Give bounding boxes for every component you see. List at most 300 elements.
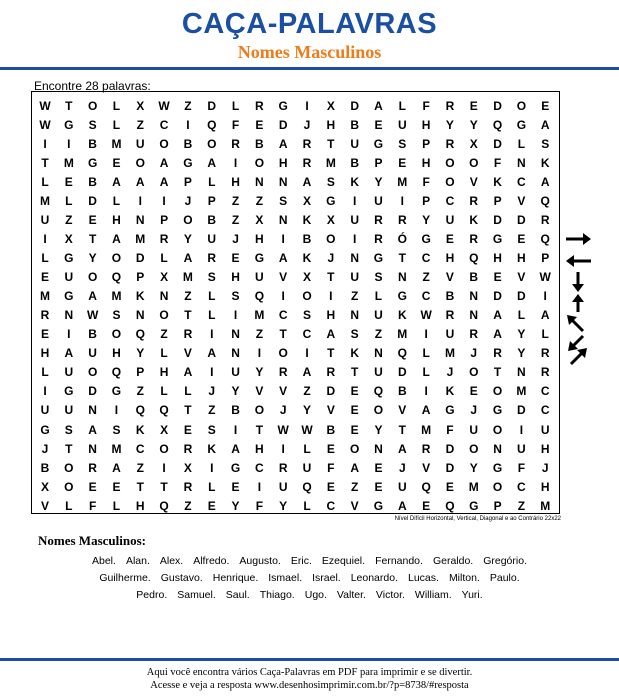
grid-letter: A — [112, 460, 121, 475]
word-item: Israel. — [312, 572, 341, 584]
grid-letter: Q — [445, 498, 455, 513]
grid-letter: W — [301, 422, 313, 437]
grid-letter: A — [207, 156, 217, 171]
grid-letter: I — [305, 346, 309, 361]
grid-letter: Q — [373, 384, 384, 399]
grid-letter: Z — [422, 270, 430, 285]
grid-letter: Y — [374, 175, 383, 190]
grid-letter: O — [64, 460, 74, 475]
grid-letter: R — [278, 460, 288, 475]
grid-letter: O — [159, 441, 169, 456]
grid-letter: Q — [135, 327, 145, 342]
grid-letter: M — [111, 289, 122, 304]
grid-letter: G — [64, 251, 74, 266]
grid-letter: F — [422, 99, 430, 113]
grid-letter: P — [493, 498, 502, 513]
grid-letter: L — [112, 194, 121, 209]
word-item: Thiago. — [259, 589, 295, 601]
grid-letter: R — [302, 137, 312, 152]
grid-letter: J — [41, 441, 49, 456]
grid-letter: R — [278, 365, 288, 380]
grid-letter: Q — [540, 194, 550, 209]
grid-letter: I — [138, 194, 142, 209]
grid-letter: Z — [255, 327, 264, 342]
grid-letter: B — [350, 118, 359, 133]
grid-letter: D — [135, 251, 145, 266]
grid-letter: C — [445, 194, 455, 209]
grid-letter: Q — [397, 346, 407, 361]
grid-letter: O — [302, 289, 312, 304]
grid-letter: Y — [517, 346, 526, 361]
grid-letter: L — [160, 346, 168, 361]
grid-letter: H — [326, 118, 336, 133]
grid-letter: R — [445, 137, 455, 152]
grid-letter: N — [374, 346, 383, 361]
grid-letter: I — [162, 194, 166, 209]
word-item: Alex. — [159, 555, 184, 567]
grid-letter: G — [230, 460, 241, 475]
arrow-right-icon — [566, 233, 591, 245]
arrow-down-icon — [572, 272, 584, 292]
footer-line-2: Acesse e veja a resposta www.desenhosimprimir.com.br/?p=8738/#resposta — [150, 680, 469, 691]
grid-letter: M — [397, 175, 408, 190]
grid-letter: G — [492, 403, 503, 418]
grid-letter: E — [88, 213, 97, 228]
word-item: Leonardo. — [350, 572, 398, 584]
grid-letter: V — [326, 403, 335, 418]
grid-letter: A — [302, 175, 312, 190]
grid-letter: T — [327, 346, 335, 361]
grid-letter: L — [422, 346, 430, 361]
grid-letter: E — [422, 498, 431, 513]
grid-letter: V — [398, 403, 407, 418]
grid-letter: Z — [255, 194, 264, 209]
grid-letter: R — [374, 213, 383, 228]
grid-letter: M — [325, 156, 336, 171]
grid-letter: Y — [279, 498, 288, 513]
grid-letter: B — [88, 137, 97, 152]
word-list — [30, 553, 589, 604]
grid-letter: S — [279, 194, 288, 209]
grid-letter: O — [373, 403, 384, 418]
grid-letter: R — [469, 194, 479, 209]
grid-letter: J — [541, 460, 549, 475]
arrow-up-right-icon — [571, 348, 587, 364]
grid-letter: Q — [492, 118, 503, 133]
grid-letter: S — [207, 422, 216, 437]
grid-row — [32, 362, 559, 383]
grid-letter: M — [397, 327, 408, 342]
grid-letter: F — [231, 118, 240, 133]
grid-letter: Y — [469, 460, 478, 475]
grid-letter: G — [421, 232, 431, 247]
difficulty-note: Nível Difícil Horizontal, Vertical, Diagonal e ao Contrário 22x22 — [394, 516, 561, 522]
grid-letter: S — [326, 175, 335, 190]
grid-letter: A — [540, 175, 550, 190]
grid-letter: L — [65, 194, 73, 209]
word-item: Fernando. — [375, 555, 423, 567]
instructions: Encontre 28 palavras: — [34, 79, 151, 93]
grid-letter: D — [517, 403, 526, 418]
grid-letter: F — [327, 460, 335, 475]
arrow-down-left-icon — [568, 336, 583, 351]
word-list-line — [30, 587, 589, 604]
grid-letter: V — [183, 346, 192, 361]
grid-letter: L — [303, 498, 311, 513]
grid-letter: I — [519, 422, 524, 437]
grid-letter: I — [281, 441, 285, 456]
grid-letter: S — [112, 422, 121, 437]
grid-letter: Y — [517, 327, 526, 342]
grid-letter: K — [493, 175, 502, 190]
grid-letter: U — [278, 479, 288, 494]
grid-letter: T — [279, 327, 287, 342]
direction-arrows — [563, 230, 593, 370]
grid-letter: S — [231, 289, 240, 304]
grid-letter: I — [67, 327, 71, 342]
grid-letter: T — [160, 479, 168, 494]
grid-letter: T — [493, 365, 502, 380]
grid-letter: A — [88, 289, 97, 304]
word-list-line — [30, 570, 589, 587]
grid-row — [32, 229, 559, 250]
grid-letter: Q — [207, 118, 217, 133]
grid-letter: L — [541, 327, 549, 342]
grid-letter: U — [64, 270, 74, 285]
grid-letter: L — [231, 99, 240, 113]
grid-letter: E — [350, 403, 359, 418]
grid-letter: I — [43, 384, 47, 399]
grid-letter: R — [397, 213, 407, 228]
grid-row — [32, 343, 559, 364]
arrow-left-icon — [566, 255, 591, 267]
grid-letter: X — [136, 99, 145, 113]
grid-letter: Y — [136, 346, 145, 361]
grid-letter: C — [421, 289, 431, 304]
grid-letter: Z — [231, 213, 240, 228]
grid-letter: O — [87, 365, 98, 380]
grid-row — [32, 381, 559, 402]
grid-letter: H — [231, 270, 240, 285]
grid-letter: Q — [111, 270, 122, 285]
grid-letter: E — [40, 270, 49, 285]
grid-letter: E — [231, 479, 240, 494]
grid-row — [32, 134, 559, 155]
grid-letter: I — [257, 479, 262, 494]
grid-letter: E — [326, 441, 335, 456]
grid-letter: H — [421, 118, 431, 133]
grid-letter: R — [88, 460, 97, 475]
grid-letter: C — [255, 460, 264, 475]
word-search-grid — [31, 91, 560, 514]
grid-letter: N — [64, 308, 74, 323]
grid-letter: Y — [445, 118, 454, 133]
grid-letter: R — [445, 99, 455, 113]
grid-letter: X — [255, 213, 264, 228]
grid-letter: L — [208, 289, 216, 304]
grid-letter: R — [207, 251, 217, 266]
grid-letter: V — [517, 194, 526, 209]
grid-letter: I — [114, 403, 119, 418]
grid-row — [32, 439, 559, 460]
grid-letter: B — [88, 175, 97, 190]
grid-letter: L — [112, 118, 121, 133]
grid-letter: X — [160, 270, 169, 285]
grid-row — [32, 210, 559, 231]
grid-letter: K — [135, 422, 145, 437]
grid-letter: T — [65, 99, 73, 113]
grid-letter: M — [40, 289, 50, 304]
grid-letter: G — [373, 498, 384, 513]
grid-letter: N — [231, 327, 240, 342]
grid-letter: P — [136, 365, 145, 380]
grid-letter: A — [112, 232, 121, 247]
grid-letter: N — [159, 289, 169, 304]
word-item: Gustavo. — [160, 572, 203, 584]
grid-letter: I — [43, 232, 47, 247]
grid-letter: Q — [421, 479, 431, 494]
grid-letter: T — [136, 479, 144, 494]
grid-letter: E — [231, 251, 240, 266]
grid-letter: A — [540, 308, 550, 323]
grid-letter: X — [326, 99, 335, 113]
grid-letter: H — [255, 441, 264, 456]
grid-letter: E — [326, 479, 335, 494]
word-item: Eric. — [290, 555, 312, 567]
word-item: Saul. — [225, 589, 250, 601]
grid-letter: G — [492, 232, 503, 247]
grid-letter: X — [64, 232, 73, 247]
grid-letter: B — [302, 232, 312, 247]
grid-letter: I — [210, 365, 214, 380]
word-item: Alfredo. — [193, 555, 230, 567]
grid-letter: Y — [183, 232, 192, 247]
grid-letter: D — [445, 460, 455, 475]
grid-letter: H — [493, 251, 502, 266]
grid-letter: O — [159, 137, 169, 152]
grid-letter: F — [517, 460, 526, 475]
grid-letter: T — [184, 403, 192, 418]
grid-letter: S — [64, 422, 73, 437]
word-item: Lucas. — [408, 572, 439, 584]
grid-letter: R — [540, 213, 550, 228]
word-item: Victor. — [375, 589, 405, 601]
grid-letter: D — [397, 365, 407, 380]
grid-letter: A — [493, 308, 502, 323]
word-item: Gregório. — [483, 555, 527, 567]
word-item: Milton. — [448, 572, 480, 584]
word-item: Geraldo. — [432, 555, 474, 567]
grid-letter: P — [422, 194, 431, 209]
grid-letter: H — [540, 441, 550, 456]
grid-letter: A — [88, 422, 97, 437]
grid-letter: I — [281, 232, 285, 247]
grid-letter: G — [64, 384, 74, 399]
grid-letter: U — [64, 403, 74, 418]
arrow-up-left-icon — [567, 315, 583, 331]
grid-letter: C — [540, 403, 550, 418]
word-item: Samuel. — [177, 589, 216, 601]
grid-letter: E — [517, 232, 526, 247]
grid-letter: B — [40, 460, 50, 475]
grid-letter: E — [469, 384, 478, 399]
grid-letter: Q — [254, 289, 265, 304]
grid-letter: I — [186, 118, 190, 133]
grid-letter: R — [326, 365, 336, 380]
grid-letter: O — [254, 403, 265, 418]
grid-letter: J — [303, 118, 311, 133]
grid-letter: V — [40, 498, 49, 513]
grid-letter: N — [135, 308, 145, 323]
grid-letter: S — [112, 308, 121, 323]
grid-letter: F — [88, 498, 97, 513]
grid-letter: N — [88, 403, 97, 418]
grid-letter: B — [445, 289, 455, 304]
grid-letter: S — [88, 118, 97, 133]
word-item: Alan. — [125, 555, 150, 567]
grid-letter: D — [493, 213, 502, 228]
grid-letter: O — [183, 213, 193, 228]
grid-letter: Q — [469, 251, 479, 266]
grid-letter: M — [63, 156, 74, 171]
grid-letter: O — [111, 251, 122, 266]
grid-letter: M — [254, 308, 265, 323]
grid-letter: O — [469, 156, 479, 171]
grid-letter: L — [112, 99, 121, 113]
grid-letter: Y — [303, 403, 312, 418]
grid-letter: I — [281, 289, 285, 304]
grid-letter: H — [40, 346, 50, 361]
grid-letter: R — [183, 327, 193, 342]
grid-letter: A — [159, 156, 169, 171]
grid-letter: I — [424, 327, 428, 342]
grid-letter: E — [374, 460, 383, 475]
grid-letter: Z — [374, 327, 383, 342]
grid-letter: N — [278, 175, 288, 190]
footer-line-1: Aqui você encontra vários Caça-Palavras em PDF para imprimir e se divertir. — [146, 667, 473, 678]
grid-letter: U — [397, 479, 407, 494]
grid-letter: E — [255, 118, 264, 133]
grid-letter: Z — [136, 118, 144, 133]
grid-letter: D — [493, 289, 502, 304]
grid-letter: R — [493, 346, 502, 361]
grid-letter: U — [135, 137, 145, 152]
grid-letter: W — [539, 270, 551, 285]
grid-letter: D — [326, 384, 336, 399]
grid-letter: R — [40, 308, 50, 323]
grid-letter: I — [43, 137, 47, 152]
grid-letter: N — [278, 213, 288, 228]
grid-letter: Ó — [397, 232, 407, 247]
grid-letter: E — [112, 479, 121, 494]
grid-letter: B — [207, 213, 217, 228]
grid-letter: V — [422, 460, 431, 475]
grid-letter: E — [350, 422, 359, 437]
grid-letter: U — [445, 213, 455, 228]
grid-letter: O — [64, 479, 74, 494]
grid-letter: P — [422, 137, 431, 152]
grid-letter: E — [350, 384, 359, 399]
word-item: William. — [414, 589, 452, 601]
grid-letter: Z — [184, 99, 192, 113]
grid-letter: S — [398, 137, 407, 152]
grid-letter: G — [373, 251, 384, 266]
word-item: Abel. — [92, 555, 116, 567]
grid-letter: L — [41, 251, 49, 266]
grid-letter: U — [350, 213, 359, 228]
grid-letter: L — [422, 365, 430, 380]
grid-letter: Z — [184, 498, 192, 513]
grid-letter: A — [231, 441, 240, 456]
grid-letter: U — [397, 118, 407, 133]
grid-letter: A — [302, 365, 312, 380]
grid-letter: B — [350, 156, 359, 171]
grid-letter: N — [88, 441, 97, 456]
grid-letter: O — [87, 99, 98, 113]
grid-letter: E — [469, 99, 478, 113]
grid-letter: J — [184, 194, 192, 209]
grid-letter: A — [350, 460, 359, 475]
grid-letter: I — [162, 460, 166, 475]
grid-letter: B — [88, 327, 97, 342]
grid-letter: G — [40, 422, 50, 437]
grid-letter: O — [159, 308, 169, 323]
grid-letter: T — [327, 270, 335, 285]
grid-letter: T — [88, 232, 97, 247]
grid-letter: A — [326, 327, 336, 342]
word-item: Henrique. — [212, 572, 259, 584]
grid-letter: E — [541, 99, 550, 113]
grid-letter: W — [277, 422, 289, 437]
grid-letter: U — [540, 422, 550, 437]
grid-letter: O — [87, 270, 98, 285]
grid-letter: H — [135, 498, 145, 513]
grid-letter: Z — [65, 213, 73, 228]
grid-letter: G — [492, 460, 503, 475]
word-list-heading: Nomes Masculinos: — [38, 533, 146, 548]
grid-letter: K — [397, 308, 407, 323]
grid-letter: E — [88, 479, 97, 494]
grid-letter: O — [207, 137, 217, 152]
grid-letter: A — [64, 346, 74, 361]
grid-letter: A — [278, 251, 288, 266]
grid-letter: R — [445, 308, 455, 323]
grid-letter: A — [397, 498, 407, 513]
grid-letter: U — [517, 441, 526, 456]
grid-letter: T — [398, 251, 406, 266]
grid-letter: E — [493, 270, 502, 285]
grid-letter: O — [492, 479, 503, 494]
grid-row — [32, 153, 559, 174]
word-item: Paulo. — [489, 572, 520, 584]
grid-letter: M — [135, 232, 146, 247]
grid-letter: G — [278, 99, 288, 113]
arrow-up-icon — [572, 294, 584, 312]
grid-letter: Z — [517, 498, 526, 513]
grid-letter: I — [352, 232, 357, 247]
grid-letter: T — [41, 156, 49, 171]
grid-letter: D — [350, 99, 359, 113]
grid-letter: H — [159, 365, 169, 380]
grid-letter: U — [302, 460, 312, 475]
grid-letter: F — [255, 498, 264, 513]
grid-letter: T — [65, 441, 73, 456]
grid-letter: C — [517, 479, 526, 494]
grid-letter: M — [182, 270, 193, 285]
grid-letter: N — [255, 175, 264, 190]
grid-letter: Y — [374, 422, 383, 437]
grid-letter: Y — [469, 118, 478, 133]
